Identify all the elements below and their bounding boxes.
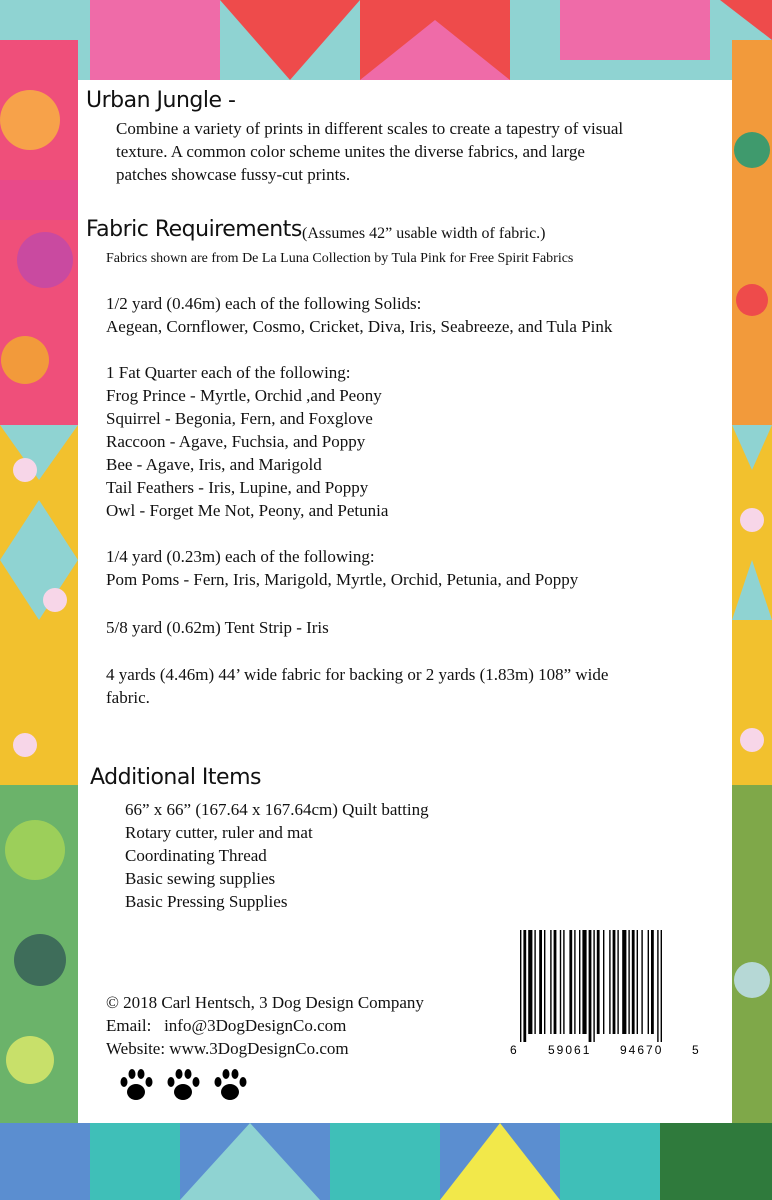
barcode-bar (648, 930, 649, 1034)
barcode-bar (628, 930, 629, 1034)
barcode-bar (569, 930, 572, 1034)
barcode-bar (520, 930, 521, 1042)
additional-item: Rotary cutter, ruler and mat (125, 823, 313, 842)
barcode-bar (544, 930, 545, 1034)
paw-print-logo (114, 1065, 264, 1105)
barcode-bar (637, 930, 638, 1034)
barcode-bar (582, 930, 586, 1034)
barcode-bar (579, 930, 580, 1034)
barcode-bar (589, 930, 592, 1042)
urban-jungle-description-line-1: Combine a variety of prints in different scales to create a tapestry of visual (116, 119, 624, 138)
barcode-bar (563, 930, 564, 1034)
urban-jungle-description-line-2: texture. A common color scheme unites the diverse fabrics, and large (116, 142, 585, 161)
barcode-bar (632, 930, 635, 1034)
paw-icon (168, 1069, 200, 1100)
barcode-bar (622, 930, 626, 1034)
additional-item: Basic Pressing Supplies (125, 892, 288, 911)
tent-strip: 5/8 yard (0.62m) Tent Strip - Iris (106, 618, 329, 637)
barcode-bar (609, 930, 610, 1034)
backing-line-1: 4 yards (4.46m) 44’ wide fabric for backing or 2 yards (1.83m) 108” wide (106, 665, 609, 684)
barcode-bar (534, 930, 535, 1034)
barcode-bar (528, 930, 532, 1034)
fat-quarter-item: Owl - Forget Me Not, Peony, and Petunia (106, 501, 389, 520)
barcode-bar (651, 930, 654, 1034)
urban-jungle-title: Urban Jungle - (86, 88, 236, 113)
quarter-yard-list: Pom Poms - Fern, Iris, Marigold, Myrtle, Orchid, Petunia, and Poppy (106, 570, 579, 589)
fabric-requirements-title: Fabric Requirements (86, 217, 302, 242)
fat-quarter-item: Frog Prince - Myrtle, Orchid ,and Peony (106, 386, 382, 405)
website-text[interactable]: Website: www.3DogDesignCo.com (106, 1039, 349, 1058)
barcode-bar (641, 930, 642, 1034)
fat-quarter-item: Tail Feathers - Iris, Lupine, and Poppy (106, 478, 369, 497)
fat-quarter-item: Raccoon - Agave, Fuchsia, and Poppy (106, 432, 366, 451)
barcode-bar (554, 930, 557, 1034)
quarter-yard-header: 1/4 yard (0.23m) each of the following: (106, 547, 375, 566)
barcode-bar (597, 930, 600, 1034)
backing-line-2: fabric. (106, 688, 150, 707)
barcode-bar (661, 930, 662, 1042)
barcode-bar (574, 930, 575, 1034)
barcode (510, 930, 700, 1058)
additional-items-title: Additional Items (90, 765, 261, 790)
barcode-bar (593, 930, 594, 1042)
additional-item: Coordinating Thread (125, 846, 267, 865)
barcode-bar (603, 930, 604, 1034)
fat-quarter-item: Bee - Agave, Iris, and Marigold (106, 455, 322, 474)
barcode-right-group: 94670 (620, 1043, 664, 1057)
barcode-bar (523, 930, 526, 1042)
fat-quarter-item: Squirrel - Begonia, Fern, and Foxglove (106, 409, 373, 428)
solids-list: Aegean, Cornflower, Cosmo, Cricket, Diva, Iris, Seabreeze, and Tula Pink (106, 317, 613, 336)
barcode-bar (657, 930, 658, 1042)
urban-jungle-description-line-3: patches showcase fussy-cut prints. (116, 165, 351, 184)
copyright-text: © 2018 Carl Hentsch, 3 Dog Design Company (106, 993, 424, 1012)
additional-item: 66” x 66” (167.64 x 167.64cm) Quilt batting (125, 800, 429, 819)
paw-icon (121, 1069, 153, 1100)
paw-icon (215, 1069, 247, 1100)
barcode-bar (613, 930, 616, 1034)
pattern-back-cover-card (78, 80, 732, 1123)
fat-quarter-header: 1 Fat Quarter each of the following: (106, 363, 351, 382)
barcode-bar (617, 930, 618, 1034)
barcode-first-digit: 6 (510, 1043, 517, 1057)
email-text[interactable]: Email: info@3DogDesignCo.com (106, 1016, 347, 1035)
barcode-bar (550, 930, 551, 1034)
barcode-bar (560, 930, 561, 1034)
barcode-left-group: 59061 (548, 1043, 592, 1057)
barcode-bars (520, 930, 662, 1042)
fabric-width-note: (Assumes 42” usable width of fabric.) (302, 225, 546, 242)
solids-header: 1/2 yard (0.46m) each of the following Solids: (106, 294, 422, 313)
fabric-source-note: Fabrics shown are from De La Luna Collection by Tula Pink for Free Spirit Fabrics (106, 251, 574, 266)
additional-item: Basic sewing supplies (125, 869, 276, 888)
barcode-bar (539, 930, 542, 1034)
barcode-last-digit: 5 (692, 1043, 699, 1057)
